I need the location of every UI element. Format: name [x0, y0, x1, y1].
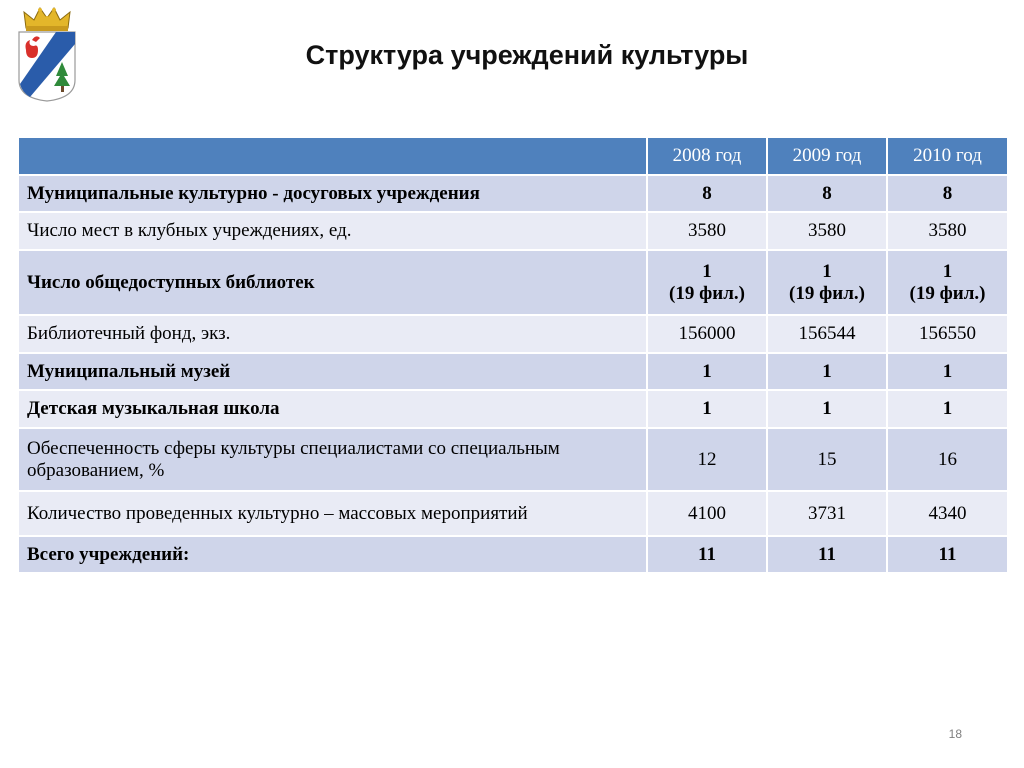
- table-cell: [767, 250, 887, 315]
- table-cell: 1: [887, 390, 1008, 428]
- table-row: [18, 536, 1008, 573]
- cell-subvalue: (19 фил.): [789, 282, 865, 304]
- table-row: [18, 212, 1008, 250]
- table-row: [18, 175, 1008, 212]
- table-cell: 156550: [887, 315, 1008, 353]
- row-label: Всего учреждений:: [18, 536, 647, 573]
- table-row: [18, 353, 1008, 390]
- table-header-row: [18, 137, 1008, 175]
- row-label: Муниципальные культурно - досуговых учреждения: [18, 175, 647, 212]
- row-label: Детская музыкальная школа: [18, 390, 647, 428]
- table-cell: 16: [887, 428, 1008, 491]
- cell-subvalue: (19 фил.): [669, 282, 745, 304]
- table-cell: 4100: [647, 491, 767, 536]
- table-cell: 3580: [887, 212, 1008, 250]
- table-cell: 1: [767, 353, 887, 390]
- table-cell: 8: [887, 175, 1008, 212]
- row-label: Обеспеченность сферы культуры специалистами со специальным образованием, %: [18, 428, 647, 491]
- table-cell: 1: [647, 390, 767, 428]
- table-row: [18, 428, 1008, 491]
- table-header-cell: [18, 137, 647, 175]
- table-cell: [647, 250, 767, 315]
- table-cell: 12: [647, 428, 767, 491]
- table-cell: 11: [887, 536, 1008, 573]
- cell-value: 1: [942, 260, 953, 282]
- table-cell: 11: [647, 536, 767, 573]
- table-cell: 156000: [647, 315, 767, 353]
- table-row: [18, 315, 1008, 353]
- cell-subvalue: (19 фил.): [909, 282, 986, 304]
- row-label: Число общедоступных библиотек: [18, 250, 647, 315]
- row-label: Число мест в клубных учреждениях, ед.: [18, 212, 647, 250]
- page-number: 18: [948, 727, 962, 741]
- table-header-cell: 2008 год: [647, 137, 767, 175]
- cell-value: 1: [702, 260, 712, 282]
- table-cell: 3580: [767, 212, 887, 250]
- table-cell: 156544: [767, 315, 887, 353]
- table-cell: 4340: [887, 491, 1008, 536]
- page-title: Структура учреждений культуры: [305, 40, 749, 70]
- table-row: [18, 491, 1008, 536]
- table-row: [18, 250, 1008, 315]
- table-cell: 3731: [767, 491, 887, 536]
- table-header-cell: 2010 год: [887, 137, 1008, 175]
- row-label: Количество проведенных культурно – массовых мероприятий: [18, 491, 647, 536]
- table-cell: [887, 250, 1008, 315]
- table-cell: 1: [647, 353, 767, 390]
- table-cell: 11: [767, 536, 887, 573]
- table-row: [18, 390, 1008, 428]
- row-label: Библиотечный фонд, экз.: [18, 315, 647, 353]
- culture-institutions-table: [17, 136, 1009, 574]
- table-header-cell: 2009 год: [767, 137, 887, 175]
- table-cell: 3580: [647, 212, 767, 250]
- table-cell: 8: [767, 175, 887, 212]
- table-cell: 1: [767, 390, 887, 428]
- table-cell: 8: [647, 175, 767, 212]
- row-label: Муниципальный музей: [18, 353, 647, 390]
- table-cell: 15: [767, 428, 887, 491]
- table-cell: 1: [887, 353, 1008, 390]
- cell-value: 1: [822, 260, 832, 282]
